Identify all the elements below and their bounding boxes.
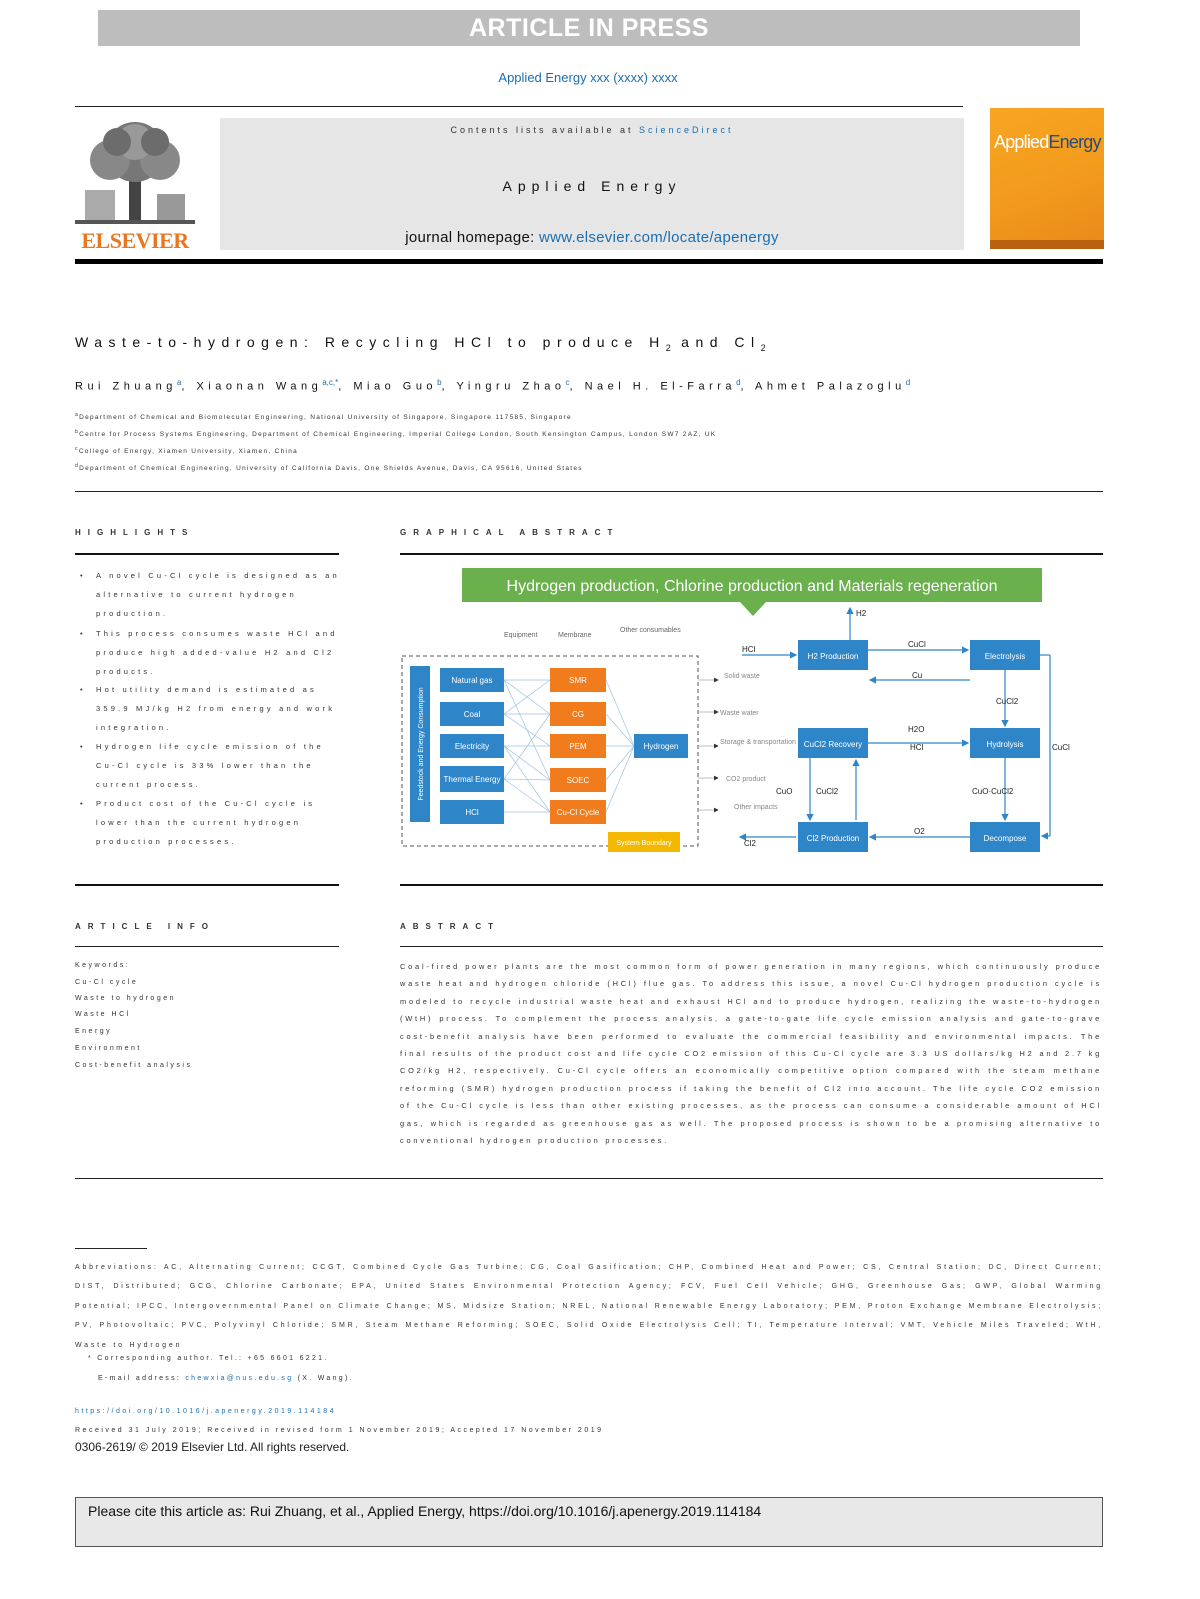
received-dates: Received 31 July 2019; Received in revised form 1 November 2019; Accepted 17 November 2019 — [75, 1427, 604, 1434]
ga-cycle-label: H2 Production — [807, 652, 859, 661]
ga-output-label: Other impacts — [734, 804, 778, 811]
author-affiliation-mark[interactable]: a — [176, 378, 182, 387]
ga-cycle-label: Electrolysis — [984, 652, 1026, 661]
ga-input-label: HCl — [465, 808, 479, 817]
author-name[interactable]: Xiaonan Wang — [196, 380, 323, 393]
cover-title: AppliedEnergy — [994, 132, 1101, 152]
ga-species-label: Cu — [912, 671, 923, 680]
abstract-heading: ABSTRACT — [400, 922, 500, 931]
email-note: E-mail address: chewxia@nus.edu.sg (X. Wang). — [98, 1375, 354, 1382]
ga-top-label: Equipment — [504, 632, 538, 639]
ga-species-label: CuCl — [1052, 743, 1070, 752]
ga-output-label: Waste water — [720, 710, 759, 717]
ga-process-label: SMR — [569, 676, 587, 685]
ga-process-label: Cu-Cl Cycle — [556, 808, 600, 817]
affiliation-a: $^a$Department of Chemical and Biomolecular Engineering, National University of Singapore, Singapore 117585, Singapore — [75, 412, 572, 422]
highlight-item: • This process consumes waste HCl and produce high added-value H2 and Cl2 products. — [80, 629, 338, 676]
footnote-rule — [75, 1248, 147, 1249]
elsevier-wordmark: ELSEVIER — [81, 228, 189, 253]
highlight-item: • Hot utility demand is estimated as 359.9 MJ/kg H2 from energy and work integration. — [80, 685, 336, 732]
author-affiliation-mark[interactable]: b — [437, 378, 442, 387]
ga-output-label: Storage & transportation — [720, 739, 796, 746]
citation-text: Please cite this article as: Rui Zhuang, et al., Applied Energy, https://doi.org/10.1016/j.apenergy.2019.114184 — [88, 1503, 762, 1519]
ga-top-label: Other consumables — [620, 627, 681, 634]
journal-homepage — [220, 229, 964, 246]
graphical-abstract-rule — [400, 553, 1103, 555]
ga-banner-arrow — [740, 602, 766, 616]
graphical-abstract-heading: GRAPHICAL ABSTRACT — [400, 528, 620, 537]
ga-product-label: Hydrogen — [643, 742, 679, 751]
abstract-text: Coal-fired power plants are the most common form of power generation in many regions, which continuously produce waste heat and hydrogen chloride (HCl) flue gas. To address this issue, a novel Cu-Cl hydrogen production cycle is modeled to recycle industrial waste heat and exhaust HCl and to produce hydrogen, realizing the waste-to-hydrogen (WtH) process. To complement the process analysis, a gate-to-gate life cycle emission analysis and gate-to-grave cost-benefit analysis have been performed to evaluate the commercial feasibility and environmental impacts. The final results of the product cost and life cycle CO2 emission of this Cu-Cl cycle are 3.3 US dollars/kg H2 and 2.7 kg CO2/kg H2, respectively. Cu-Cl cycle offers an economically competitive option compared with the steam methane reforming (SMR) hydrogen production process if taking the benefit of Cl2 into account. The life cycle CO2 emission of the Cu-Cl cycle is less than other existing processes, as the process can consume a considerable amount of HCl gas, which is regarded as greenhouse gas as well. The proposed process is shown to be a promising alternative to conventional hydrogen production processes. — [400, 962, 1102, 1146]
homepage-link[interactable]: www.elsevier.com/locate/apenergy — [539, 229, 779, 246]
ga-species-label: H2O — [908, 725, 925, 734]
front-matter-rule — [75, 491, 1103, 492]
highlight-item: • A novel Cu-Cl cycle is designed as an alternative to current hydrogen production. — [80, 571, 340, 618]
ga-species-label: Cl2 — [744, 839, 757, 848]
ga-species-label: CuCl — [908, 640, 926, 649]
ga-species-label: CuCl2 — [996, 697, 1019, 706]
abstract-end-rule — [75, 1178, 1103, 1179]
author-affiliation-mark[interactable]: c — [565, 378, 570, 387]
affiliation-d: $^d$Department of Chemical Engineering, University of California Davis, One Shields Avenue, Davis, CA 95616, United States — [75, 463, 583, 473]
graphical-abstract-figure — [400, 566, 1102, 862]
cover-strip — [990, 240, 1104, 249]
author-list: Rui Zhuang$^a$, Xiaonan Wang$^{a,c,*}$, Miao Guo$^b$, Yingru Zhao$^c$, Nael H. El-Farra$^d$, Ahmet Palazoglu$^d$ — [75, 378, 911, 393]
header-rule — [75, 106, 963, 107]
ga-input-label: Electricity — [454, 742, 490, 751]
keyword: Waste HCl — [75, 1011, 131, 1018]
ga-species-label: HCl — [742, 645, 756, 654]
abbreviations-footnote: Abbreviations: AC, Alternating Current; CCGT, Combined Cycle Gas Turbine; CG, Coal Gasification; CHP, Combined Heat and Power; CS, Central Station; DC, Direct Current; DIST, Distributed; GCG, Chlorine Carbonate; EPA, United States Environmental Protection Agency; FCV, Fuel Cell Vehicle; GHG, Greenhouse Gas; GWP, Global Warming Potential; IPCC, Intergovernmental Panel on Climate Change; MS, Midsize Station; NREL, National Renewable Energy Laboratory; PEM, Proton Exchange Membrane Electrolysis; PV, Photovoltaic; PVC, Polyvinyl Chloride; SMR, Steam Methane Reforming; SOEC, Solid Oxide Electrolysis Cell; TI, Temperature Interval; VMT, Vehicle Miles Traveled; WtH, Waste to Hydrogen — [75, 1264, 1103, 1349]
contents-line — [220, 125, 964, 135]
ga-process-label: CG — [572, 710, 584, 719]
journal-cover-image[interactable] — [990, 108, 1104, 249]
author-name[interactable]: Miao Guo — [353, 380, 438, 393]
keyword: Environment — [75, 1045, 142, 1052]
ga-species-label: O2 — [914, 827, 925, 836]
ga-species-label: CuCl2 — [816, 787, 839, 796]
ga-input-label: Coal — [463, 710, 481, 719]
corresponding-author-note: * Corresponding author. Tel.: +65 6601 6221. — [88, 1355, 329, 1362]
keyword: Cost-benefit analysis — [75, 1062, 193, 1069]
affiliation-b: $^b$Centre for Process Systems Engineering, Department of Chemical Engineering, Imperial College London, South Kensington Campus, London SW7 2AZ, UK — [75, 429, 717, 439]
doi-link[interactable]: https://doi.org/10.1016/j.apenergy.2019.114184 — [75, 1408, 337, 1415]
graphical-end-rule — [400, 884, 1103, 886]
ga-species-label: CuO — [776, 787, 793, 796]
journal-name: Applied Energy — [502, 178, 682, 194]
ga-cycle-label: CuCl2 Recovery — [803, 740, 863, 749]
ga-feedstock-label: Feedstock and Energy Consumption — [418, 687, 425, 801]
author-affiliation-mark[interactable]: a,c,* — [322, 378, 339, 387]
journal-reference[interactable]: Applied Energy xxx (xxxx) xxxx — [498, 70, 678, 85]
ga-cycle-label: Decompose — [983, 834, 1027, 843]
ga-species-label: HCl — [910, 743, 924, 752]
sciencedirect-link[interactable]: ScienceDirect — [639, 125, 734, 135]
copyright-line: 0306-2619/ © 2019 Elsevier Ltd. All rights reserved. — [75, 1440, 350, 1454]
highlight-item: • Hydrogen life cycle emission of the Cu-Cl cycle is 33% lower than the current process. — [80, 742, 324, 789]
article-in-press-banner: ARTICLE IN PRESS — [98, 10, 1080, 46]
author-name[interactable]: Yingru Zhao — [456, 380, 566, 393]
ga-cycle-label: Hydrolysis — [986, 740, 1024, 749]
keyword: Waste to hydrogen — [75, 995, 176, 1002]
ga-species-label: H2 — [856, 609, 867, 618]
article-title: Waste-to-hydrogen: Recycling HCl to produce $H_2$ and $Cl_2$ — [75, 334, 766, 353]
ga-species-label: CuO·CuCl2 — [972, 787, 1014, 796]
author-name[interactable]: Ahmet Palazoglu — [755, 380, 906, 393]
article-info-rule — [75, 946, 339, 947]
ga-output-label: Solid waste — [724, 673, 760, 680]
masthead-rule — [75, 259, 1103, 264]
keyword: Energy — [75, 1028, 113, 1035]
ga-process-label: PEM — [569, 742, 587, 751]
ga-banner-text: Hydrogen production, Chlorine production and Materials regeneration — [506, 578, 998, 595]
highlight-item: • Product cost of the Cu-Cl cycle is lower than the current hydrogen production processes. — [80, 799, 316, 846]
affiliation-c: $^c$College of Energy, Xiamen University, Xiamen, China — [75, 446, 299, 456]
ga-process-label: SOEC — [566, 776, 590, 785]
email-link[interactable]: chewxia@nus.edu.sg — [185, 1375, 294, 1382]
ga-input-label: Thermal Energy — [443, 775, 501, 784]
ga-cycle-label: Cl2 Production — [806, 834, 860, 843]
ga-boundary-label: System Boundary — [616, 840, 672, 847]
highlights-rule — [75, 553, 339, 555]
abstract-rule — [400, 946, 1103, 947]
highlights-heading: HIGHLIGHTS — [75, 528, 195, 537]
ga-top-label: Membrane — [558, 632, 592, 639]
author-name[interactable]: Nael H. El-Farra — [584, 380, 737, 393]
keywords-label: Keywords: — [75, 962, 131, 969]
ga-output-label: CO2 product — [726, 776, 766, 783]
keyword: Cu-Cl cycle — [75, 979, 139, 986]
highlights-end-rule — [75, 884, 339, 886]
contents-prefix: Contents lists available at — [450, 125, 640, 135]
author-name[interactable]: Rui Zhuang — [75, 380, 177, 393]
author-affiliation-mark[interactable]: d — [736, 378, 741, 387]
article-info-heading: ARTICLE INFO — [75, 922, 215, 931]
ga-input-label: Natural gas — [451, 676, 493, 685]
author-affiliation-mark[interactable]: d — [905, 378, 911, 387]
homepage-prefix: journal homepage: — [405, 229, 540, 246]
